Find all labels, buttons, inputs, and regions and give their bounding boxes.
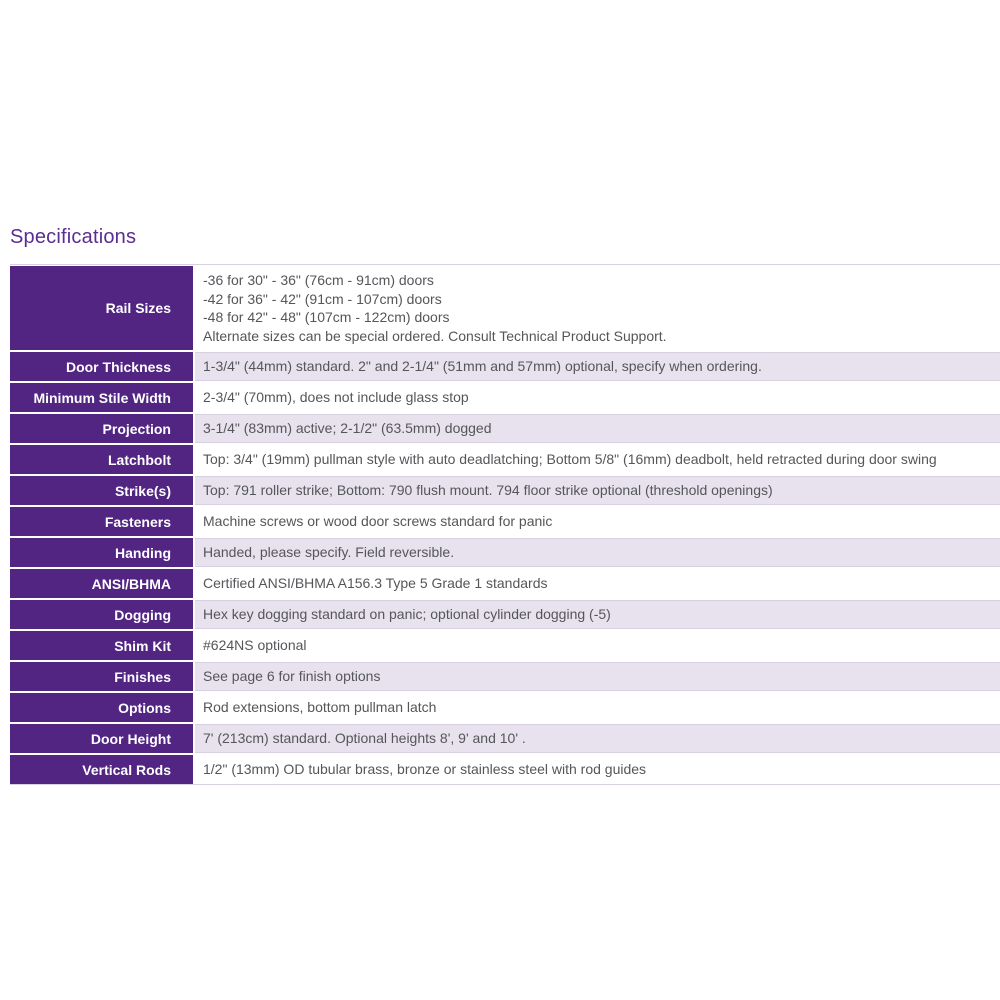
row-value-line: Machine screws or wood door screws standard for panic (203, 513, 553, 530)
row-label: Fasteners (10, 507, 193, 536)
row-value (195, 662, 1000, 691)
row-value-line: Rod extensions, bottom pullman latch (203, 699, 437, 716)
specifications-table (10, 264, 1000, 785)
row-value (195, 414, 1000, 443)
table-row (10, 414, 1000, 443)
row-value (195, 507, 1000, 536)
row-value-line: -36 for 30" - 36" (76cm - 91cm) doors (203, 272, 434, 288)
row-value-line: 3-1/4" (83mm) active; 2-1/2" (63.5mm) dogged (203, 420, 492, 437)
row-label: Vertical Rods (10, 755, 193, 784)
row-value-line: Alternate sizes can be special ordered. Consult Technical Product Support. (203, 327, 667, 344)
table-row (10, 631, 1000, 660)
row-value-line: 1-3/4" (44mm) standard. 2" and 2-1/4" (51mm and 57mm) optional, specify when ordering. (203, 358, 762, 375)
row-label: Projection (10, 414, 193, 443)
row-value (195, 538, 1000, 567)
row-value-line: 1/2" (13mm) OD tubular brass, bronze or stainless steel with rod guides (203, 761, 647, 778)
row-value (195, 266, 1000, 350)
row-value (195, 600, 1000, 629)
row-label: Options (10, 693, 193, 722)
table-row (10, 724, 1000, 753)
table-row (10, 445, 1000, 474)
table-row (10, 383, 1000, 412)
table-row (10, 569, 1000, 598)
row-label: Latchbolt (10, 445, 193, 474)
row-value-line: -42 for 36" - 42" (91cm - 107cm) doors (203, 290, 442, 307)
row-label: Finishes (10, 662, 193, 691)
row-label: Door Thickness (10, 352, 193, 381)
row-value (195, 755, 1000, 784)
row-value (195, 476, 1000, 505)
row-value-line: Top: 3/4" (19mm) pullman style with auto deadlatching; Bottom 5/8" (16mm) deadbolt, held retracted during door swing (203, 451, 937, 468)
row-label: Strike(s) (10, 476, 193, 505)
table-row (10, 352, 1000, 381)
table-row (10, 600, 1000, 629)
table-row (10, 693, 1000, 722)
row-value-line: #624NS optional (203, 637, 307, 654)
row-value (195, 445, 1000, 474)
row-value-line: Top: 791 roller strike; Bottom: 790 flush mount. 794 floor strike optional (threshold openings) (203, 482, 773, 499)
row-label: Door Height (10, 724, 193, 753)
row-value-line: 7' (213cm) standard. Optional heights 8', 9' and 10' . (203, 730, 526, 747)
row-value-line: Handed, please specify. Field reversible. (203, 544, 455, 561)
row-label: ANSI/BHMA (10, 569, 193, 598)
row-value (195, 352, 1000, 381)
table-row (10, 755, 1000, 784)
row-value-line: Certified ANSI/BHMA A156.3 Type 5 Grade 1 standards (203, 575, 548, 592)
row-label: Minimum Stile Width (10, 383, 193, 412)
row-value (195, 631, 1000, 660)
row-value (195, 724, 1000, 753)
row-label: Handing (10, 538, 193, 567)
row-value-line: See page 6 for finish options (203, 668, 381, 685)
table-row (10, 538, 1000, 567)
row-label: Dogging (10, 600, 193, 629)
row-value-line: -48 for 42" - 48" (107cm - 122cm) doors (203, 309, 450, 325)
row-label: Shim Kit (10, 631, 193, 660)
table-row (10, 266, 1000, 350)
row-value (195, 383, 1000, 412)
row-value (195, 693, 1000, 722)
table-row (10, 662, 1000, 691)
row-label: Rail Sizes (10, 266, 193, 350)
table-row (10, 476, 1000, 505)
table-row (10, 507, 1000, 536)
row-value-line: Hex key dogging standard on panic; optional cylinder dogging (-5) (203, 606, 611, 623)
page-title: Specifications (10, 226, 137, 248)
row-value (195, 569, 1000, 598)
row-value-line: 2-3/4" (70mm), does not include glass stop (203, 389, 469, 406)
